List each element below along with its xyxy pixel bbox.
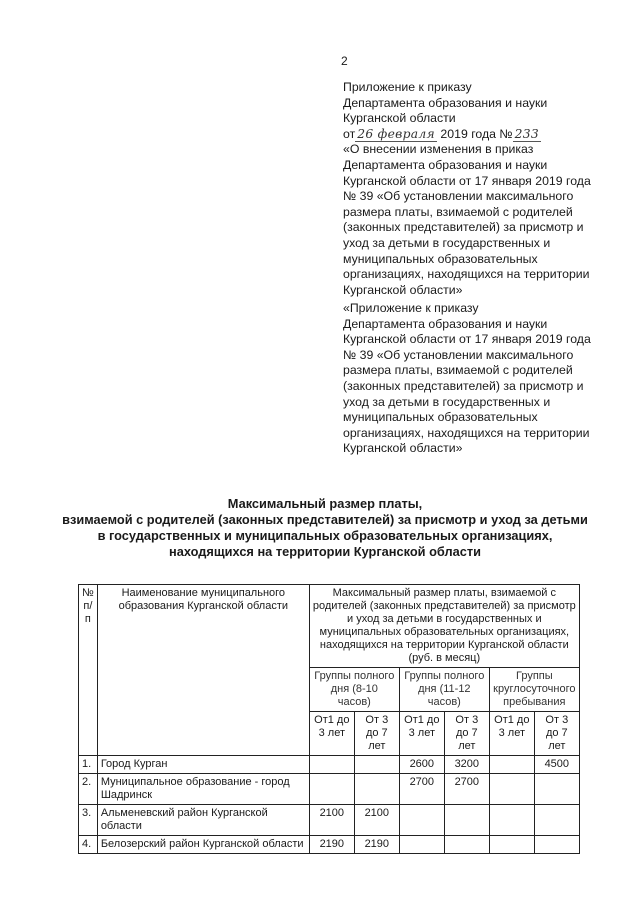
header-group-8-10: Группы полного дня (8-10 часов): [309, 668, 399, 712]
fee-cell: 2700: [399, 774, 444, 805]
appendix-line: Курганской области от 17 января 2019 года: [343, 332, 591, 347]
date-year: 2019 года №: [440, 126, 513, 141]
fee-cell: [399, 805, 444, 836]
fee-cell: [399, 836, 444, 854]
fee-cell: [444, 836, 489, 854]
fee-table: [78, 584, 580, 854]
appendix-line: организациях, находящихся на территории: [343, 425, 590, 440]
title-line: в государственных и муниципальных образовательных организациях,: [97, 528, 553, 543]
title-line: взимаемой с родителей (законных представителей) за присмотр и уход за детьми: [62, 512, 588, 527]
fee-cell: 3200: [444, 756, 489, 774]
appendix-line: Курганской области от 17 января 2019 года: [343, 173, 591, 188]
row-municipality: Альменевский район Курганской области: [97, 805, 309, 836]
header-max-fee: Максимальный размер платы, взимаемой с родителей (законных представителей) за присмотр и уход за детьми в государственных и муниципальных образовательных организациях, находящихся на территории Курганской области (руб. в месяц): [309, 585, 579, 668]
appendix-line: Приложение к приказу: [343, 80, 472, 94]
fee-cell: 2190: [354, 836, 399, 854]
fee-cell: [489, 805, 534, 836]
row-number: 4.: [79, 836, 98, 854]
appendix-line: № 39 «Об установлении максимального: [343, 189, 574, 204]
fee-cell: 2100: [354, 805, 399, 836]
header-age-3-7: От 3 до 7 лет: [444, 712, 489, 756]
header-age-1-3: От1 до 3 лет: [399, 712, 444, 756]
appendix-reference-original: [343, 301, 615, 457]
header-municipality: Наименование муниципального образования Курганской области: [97, 585, 309, 756]
handwritten-order-number: 233: [514, 126, 539, 141]
appendix-line: организациях, находящихся на территории: [343, 267, 590, 282]
fee-cell: [309, 774, 354, 805]
appendix-line: «О внесении изменения в приказ: [343, 142, 534, 157]
appendix-reference-current: [343, 80, 615, 298]
fee-cell: [444, 805, 489, 836]
appendix-line: Курганской области: [343, 111, 456, 126]
table-row: [79, 805, 580, 836]
date-prefix: от: [343, 126, 356, 141]
fee-cell: [534, 805, 579, 836]
row-number: 1.: [79, 756, 98, 774]
appendix-line: размера платы, взимаемой с родителей: [343, 204, 573, 219]
appendix-line: Департамента образования и науки: [343, 95, 548, 110]
order-date-line: [343, 127, 615, 143]
header-age-1-3: От1 до 3 лет: [309, 712, 354, 756]
row-municipality: Город Курган: [97, 756, 309, 774]
handwritten-date: 26 февраля: [357, 126, 435, 141]
title-line: находящихся на территории Курганской области: [168, 544, 482, 559]
fee-cell: [354, 756, 399, 774]
fee-cell: 2190: [309, 836, 354, 854]
title-line: Максимальный размер платы,: [227, 496, 423, 511]
fee-cell: [309, 756, 354, 774]
appendix-line: Департамента образования и науки: [343, 157, 548, 172]
header-age-3-7: От 3 до 7 лет: [354, 712, 399, 756]
table-row: [79, 774, 580, 805]
header-number: № п/п: [79, 585, 98, 756]
row-municipality: Белозерский район Курганской области: [97, 836, 309, 854]
fee-cell: 2700: [444, 774, 489, 805]
fee-cell: 4500: [534, 756, 579, 774]
appendix-line: (законных представителей) за присмотр и: [343, 378, 584, 393]
fee-cell: 2600: [399, 756, 444, 774]
row-number: 3.: [79, 805, 98, 836]
row-number: 2.: [79, 774, 98, 805]
appendix-line: Курганской области»: [343, 441, 463, 456]
appendix-line: Департамента образования и науки: [343, 316, 548, 331]
fee-cell: [354, 774, 399, 805]
appendix-line: № 39 «Об установлении максимального: [343, 347, 574, 362]
header-age-3-7: От 3 до 7 лет: [534, 712, 579, 756]
page-number: 2: [341, 54, 348, 68]
appendix-line: муниципальных образовательных: [343, 251, 538, 266]
header-group-24h: Группы круглосуточного пребывания: [489, 668, 579, 712]
appendix-line: (законных представителей) за присмотр и: [343, 220, 584, 235]
row-municipality: Муниципальное образование - город Шадринск: [97, 774, 309, 805]
fee-cell: 2100: [309, 805, 354, 836]
table-row: [79, 836, 580, 854]
fee-cell: [489, 774, 534, 805]
appendix-line: муниципальных образовательных: [343, 410, 538, 425]
appendix-line: размера платы, взимаемой с родителей: [343, 363, 573, 378]
fee-cell: [489, 756, 534, 774]
fee-cell: [489, 836, 534, 854]
fee-cell: [534, 836, 579, 854]
appendix-line: «Приложение к приказу: [343, 301, 479, 315]
fee-cell: [534, 774, 579, 805]
header-age-1-3: От1 до 3 лет: [489, 712, 534, 756]
table-row: [79, 756, 580, 774]
appendix-line: Курганской области»: [343, 282, 463, 297]
document-title: [40, 496, 610, 560]
header-group-11-12: Группы полного дня (11-12 часов): [399, 668, 489, 712]
appendix-line: уход за детьми в государственных и: [343, 235, 551, 250]
appendix-line: уход за детьми в государственных и: [343, 394, 551, 409]
